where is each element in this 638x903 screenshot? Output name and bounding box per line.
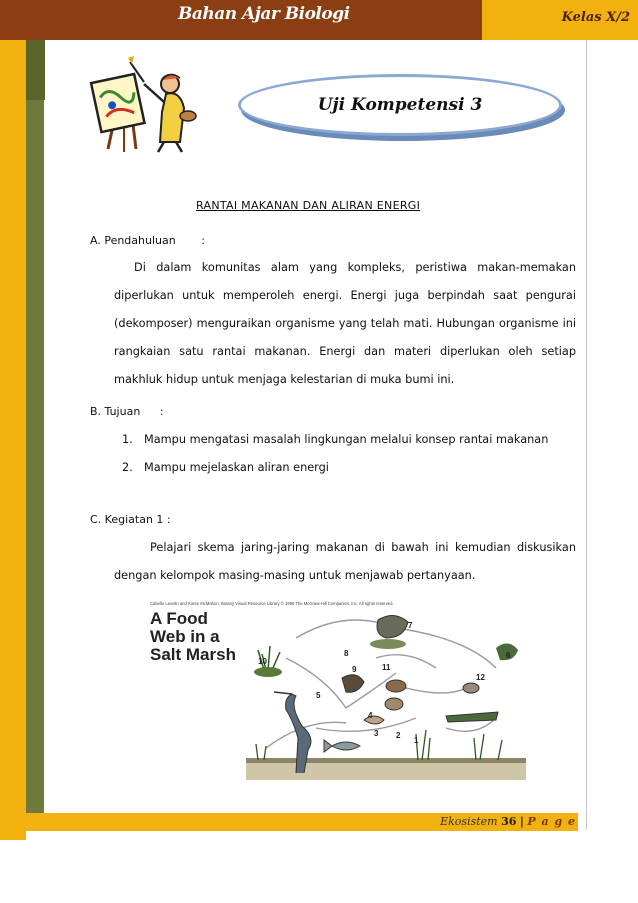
label-11: 11 bbox=[382, 663, 391, 672]
header-class-box bbox=[482, 0, 638, 40]
objectives-list bbox=[122, 426, 548, 482]
footer-page-number: 36 bbox=[501, 815, 517, 828]
section-b-heading bbox=[90, 405, 164, 418]
section-a-heading bbox=[90, 234, 205, 247]
food-web-figure bbox=[146, 598, 534, 788]
section-a-label: A. Pendahuluan bbox=[90, 234, 176, 247]
figure-title-line1: A Food bbox=[150, 609, 208, 628]
label-4: 4 bbox=[368, 711, 373, 720]
alligator-icon bbox=[446, 712, 498, 722]
label-1: 1 bbox=[414, 736, 419, 745]
small-bird-icon bbox=[342, 675, 364, 692]
label-7: 7 bbox=[408, 621, 413, 630]
figure-credit: Cabelle Levelin and Karen McMahon, Botany Visual Resource Library © 1998 The McGraw-Hill Companies, Inc. All rights reserved. bbox=[150, 601, 394, 606]
class-label: Kelas X/2 bbox=[561, 10, 630, 25]
figure-title-line3: Salt Marsh bbox=[150, 645, 236, 664]
fish-icon bbox=[324, 740, 360, 752]
label-6: 6 bbox=[506, 651, 511, 660]
footer-page-word: P a g e bbox=[527, 815, 576, 828]
competency-title: Uji Kompetensi 3 bbox=[317, 95, 483, 115]
left-green-stripe bbox=[26, 40, 44, 830]
list-item: 2. Mampu mejelaskan aliran energi bbox=[122, 461, 329, 474]
left-orange-stripe bbox=[0, 40, 26, 840]
label-5: 5 bbox=[316, 691, 321, 700]
section-a-paragraph: Di dalam komunitas alam yang kompleks, peristiwa makan-memakan diperlukan untuk memperoleh energi. Energi juga berpindah saat pengurai (dekomposer) menguraikan organisme yang telah mati. Hubungan organisme ini rangkaian satu rantai makanan. Energi dan materi diperlukan oleh setiap makhluk hidup untuk menjaga kelestarian di muka bumi ini. bbox=[114, 261, 576, 386]
figure-title-line2: Web in a bbox=[150, 627, 220, 646]
label-3: 3 bbox=[374, 729, 379, 738]
page-title: RANTAI MAKANAN DAN ALIRAN ENERGI bbox=[196, 199, 421, 212]
section-b-colon: : bbox=[159, 405, 164, 418]
label-9: 9 bbox=[352, 665, 357, 674]
competency-banner bbox=[238, 74, 562, 136]
shrimp-icon bbox=[364, 716, 384, 724]
artist-clipart-icon bbox=[88, 54, 198, 154]
mouse-icon bbox=[463, 683, 479, 693]
section-a-colon: : bbox=[201, 234, 205, 247]
list-item: 1. Mampu mengatasi masalah lingkungan melalui konsep rantai makanan bbox=[122, 433, 549, 446]
section-c-heading: C. Kegiatan 1 : bbox=[90, 513, 171, 526]
left-green-top-block bbox=[26, 40, 45, 100]
snail-icon bbox=[385, 698, 403, 710]
footer bbox=[440, 815, 576, 828]
section-c-paragraph: Pelajari skema jaring-jaring makanan di bawah ini kemudian diskusikan dengan kelompok masing-masing untuk menjawab pertanyaan. bbox=[114, 541, 576, 582]
header-title: Bahan Ajar Biologi bbox=[178, 4, 350, 24]
crab-icon bbox=[386, 680, 406, 692]
label-2: 2 bbox=[396, 731, 401, 740]
footer-section: Ekosistem bbox=[440, 815, 498, 828]
section-b-label: B. Tujuan bbox=[90, 405, 141, 418]
large-bird-icon bbox=[370, 615, 408, 649]
right-border-line bbox=[586, 40, 587, 830]
label-12: 12 bbox=[476, 673, 485, 682]
footer-separator: | bbox=[519, 815, 524, 828]
label-10: 10 bbox=[258, 657, 267, 666]
label-8: 8 bbox=[344, 649, 349, 658]
